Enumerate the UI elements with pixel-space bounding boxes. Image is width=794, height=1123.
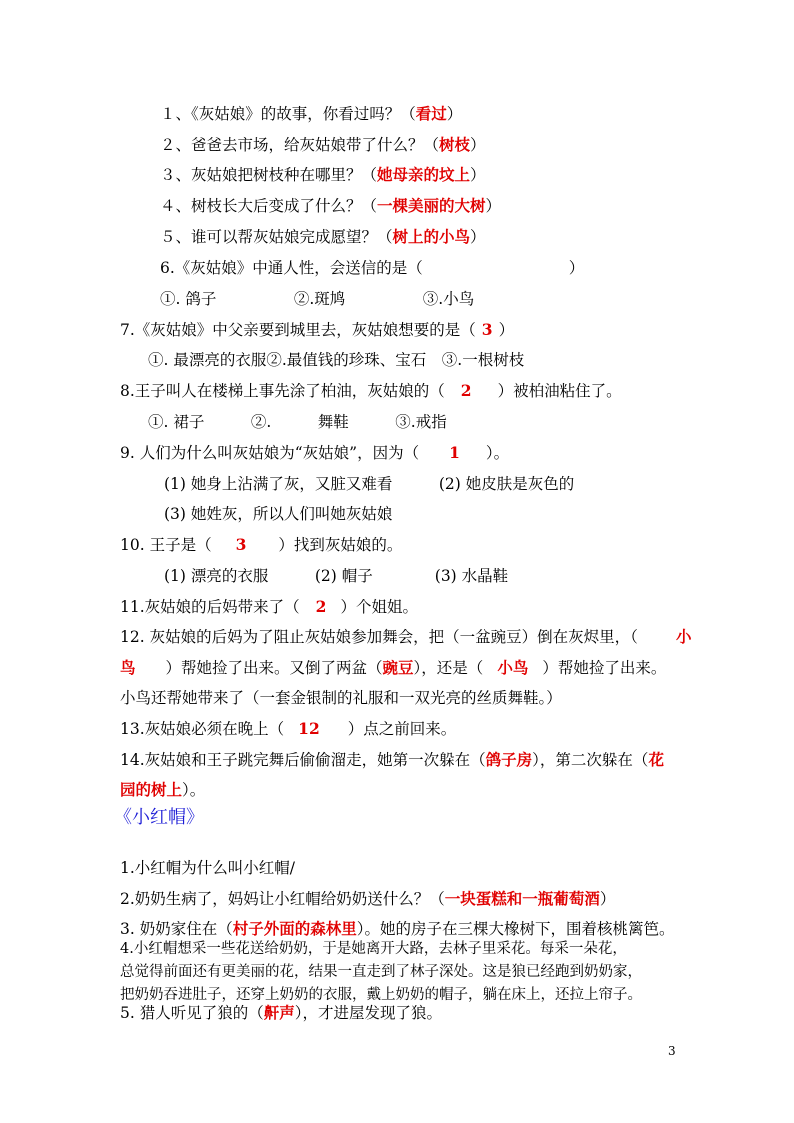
question-end: ）	[485, 197, 502, 215]
question-text: 8.王子叫人在楼梯上事先涂了柏油，灰姑娘的（	[120, 382, 445, 400]
answer: 豌豆	[382, 658, 414, 677]
options: ①. 最漂亮的衣服②.最值钱的珍珠、宝石 ③.一根树枝	[148, 351, 525, 369]
question-text: 1.小红帽为什么叫小红帽/	[120, 859, 296, 877]
question-10	[120, 535, 402, 555]
options: (1) 漂亮的衣服 (2) 帽子 (3) 水晶鞋	[164, 567, 509, 585]
question-9-options-1	[164, 474, 574, 494]
question-text: ）帮她捡了出来。又倒了两盆（	[165, 659, 383, 677]
options: (1) 她身上沾满了灰，又脏又难看 (2) 她皮肤是灰色的	[164, 475, 575, 493]
page-number: 3	[668, 1044, 676, 1058]
question-text: 小鸟还帮她带来了（一套金银制的礼服和一双光亮的丝质舞鞋。）	[120, 689, 562, 707]
question-13	[120, 719, 456, 739]
question-text: 12. 灰姑娘的后妈为了阻止灰姑娘参加舞会，把（一盆豌豆）倒在灰烬里，（	[120, 628, 638, 646]
question-text: １、《灰姑娘》的故事，你看过吗？（	[160, 105, 416, 123]
question-end: ）	[446, 105, 463, 123]
question-3	[160, 165, 486, 185]
question-5	[160, 227, 486, 247]
answer: 村子外面的森林里	[232, 919, 357, 938]
answer: 一棵美丽的大树	[377, 196, 486, 215]
answer: 2	[315, 597, 327, 616]
question-2	[160, 135, 486, 155]
question-end: ）	[568, 259, 585, 277]
question-end: ）。她的房子在三棵大橡树下，围着核桃篱笆。	[356, 920, 675, 938]
question-4	[160, 196, 501, 216]
question-text: 6.《灰姑娘》中通人性，会送信的是（	[160, 259, 423, 277]
question-12-line-3	[120, 688, 562, 708]
question-end: ）	[599, 890, 616, 908]
question-12-line-1	[120, 627, 638, 647]
answer: 鼾声	[263, 1003, 295, 1022]
question-text: 5. 猎人听见了狼的（	[120, 1004, 264, 1022]
answer: 一块蛋糕和一瓶葡萄酒	[444, 889, 600, 908]
question-8-options	[148, 412, 447, 432]
section-title: 《小红帽》	[114, 807, 204, 828]
rrh-question-3	[120, 919, 675, 939]
answer: 她母亲的坟上	[377, 165, 471, 184]
question-end: ）个姐姐。	[340, 598, 418, 616]
question-end: ）	[470, 166, 486, 184]
question-text: 10. 王子是（	[120, 536, 212, 554]
question-1	[160, 104, 462, 124]
rrh-question-2	[120, 889, 615, 909]
question-14-line-1	[120, 750, 664, 770]
rrh-question-1	[120, 858, 295, 878]
question-end: ）。	[485, 444, 510, 462]
answer: 小鸟	[497, 658, 529, 677]
answer: 花	[648, 750, 664, 769]
answer: 3	[481, 320, 493, 339]
answer: 园的树上	[120, 780, 183, 799]
question-text: ２、爸爸去市场，给灰姑娘带了什么？（	[160, 136, 440, 154]
answer: 树上的小鸟	[392, 227, 471, 246]
question-end: ）	[470, 228, 486, 246]
question-9-options-2	[164, 504, 392, 524]
question-12-line-2	[120, 658, 666, 678]
question-end: ）帮她捡了出来。	[542, 659, 667, 677]
question-end: ）	[498, 321, 515, 339]
question-text: ５、谁可以帮灰姑娘完成愿望？（	[160, 228, 393, 246]
question-9	[120, 443, 509, 463]
answer: 看过	[415, 104, 447, 123]
question-text: 13.灰姑娘必须在晚上（	[120, 720, 285, 738]
question-7	[120, 320, 514, 340]
question-text: ），还是（	[413, 659, 484, 677]
answer: 1	[449, 443, 460, 462]
question-8	[120, 381, 622, 401]
question-6	[160, 258, 584, 278]
answer: 小	[676, 627, 692, 646]
question-6-options	[160, 289, 474, 309]
answer: 2	[460, 381, 472, 400]
question-end: ）找到灰姑娘的。	[278, 536, 403, 554]
options: (3) 她姓灰，所以人们叫她灰姑娘	[164, 505, 393, 523]
options: ①. 裙子 ②. 舞鞋 ③.戒指	[148, 413, 447, 431]
rrh-question-4-line-2: 总觉得前面还有更美丽的花，结果一直走到了林子深处。这是狼已经跑到奶奶家，	[120, 964, 642, 980]
question-text: 9. 人们为什么叫灰姑娘为“灰姑娘”，因为（	[120, 444, 420, 462]
question-end: ）点之前回来。	[347, 720, 457, 738]
answer: 3	[235, 535, 247, 554]
answer: 鸽子房	[485, 750, 533, 769]
rrh-question-5	[120, 1003, 442, 1023]
rrh-question-4-line-3: 把奶奶吞进肚子，还穿上奶奶的衣服，戴上奶奶的帽子，躺在床上，还拉上帘子。	[120, 987, 642, 1003]
question-text: 11.灰姑娘的后妈带来了（	[120, 598, 300, 616]
answer: 鸟	[120, 658, 136, 677]
question-text: 14.灰姑娘和王子跳完舞后偷偷溜走，她第一次躲在（	[120, 751, 486, 769]
question-7-options	[148, 350, 524, 370]
question-text: ３、灰姑娘把树枝种在哪里？（	[160, 166, 378, 184]
answer: 树枝	[439, 135, 471, 154]
question-text: 3. 奶奶家住在（	[120, 920, 233, 938]
question-end: ），才进屋发现了狼。	[294, 1004, 442, 1022]
question-10-options	[164, 566, 508, 586]
question-14-line-2	[120, 780, 205, 800]
answer: 12	[298, 719, 320, 738]
question-text: ），第二次躲在（	[532, 751, 649, 769]
rrh-question-4-line-1: 4.小红帽想采一些花送给奶奶，于是她离开大路，去林子里采花。每采一朵花，	[120, 941, 627, 957]
options: ①. 鸽子 ②.斑鸠 ③.小鸟	[160, 290, 475, 308]
question-11	[120, 597, 418, 617]
question-end: ）	[470, 136, 486, 154]
question-text: 7.《灰姑娘》中父亲要到城里去，灰姑娘想要的是（	[120, 321, 476, 339]
question-text: 2.奶奶生病了，妈妈让小红帽给奶奶送什么？（	[120, 890, 445, 908]
question-end: ）。	[182, 781, 206, 799]
question-end: ）被柏油粘住了。	[497, 382, 622, 400]
question-text: ４、树枝长大后变成了什么？（	[160, 197, 378, 215]
